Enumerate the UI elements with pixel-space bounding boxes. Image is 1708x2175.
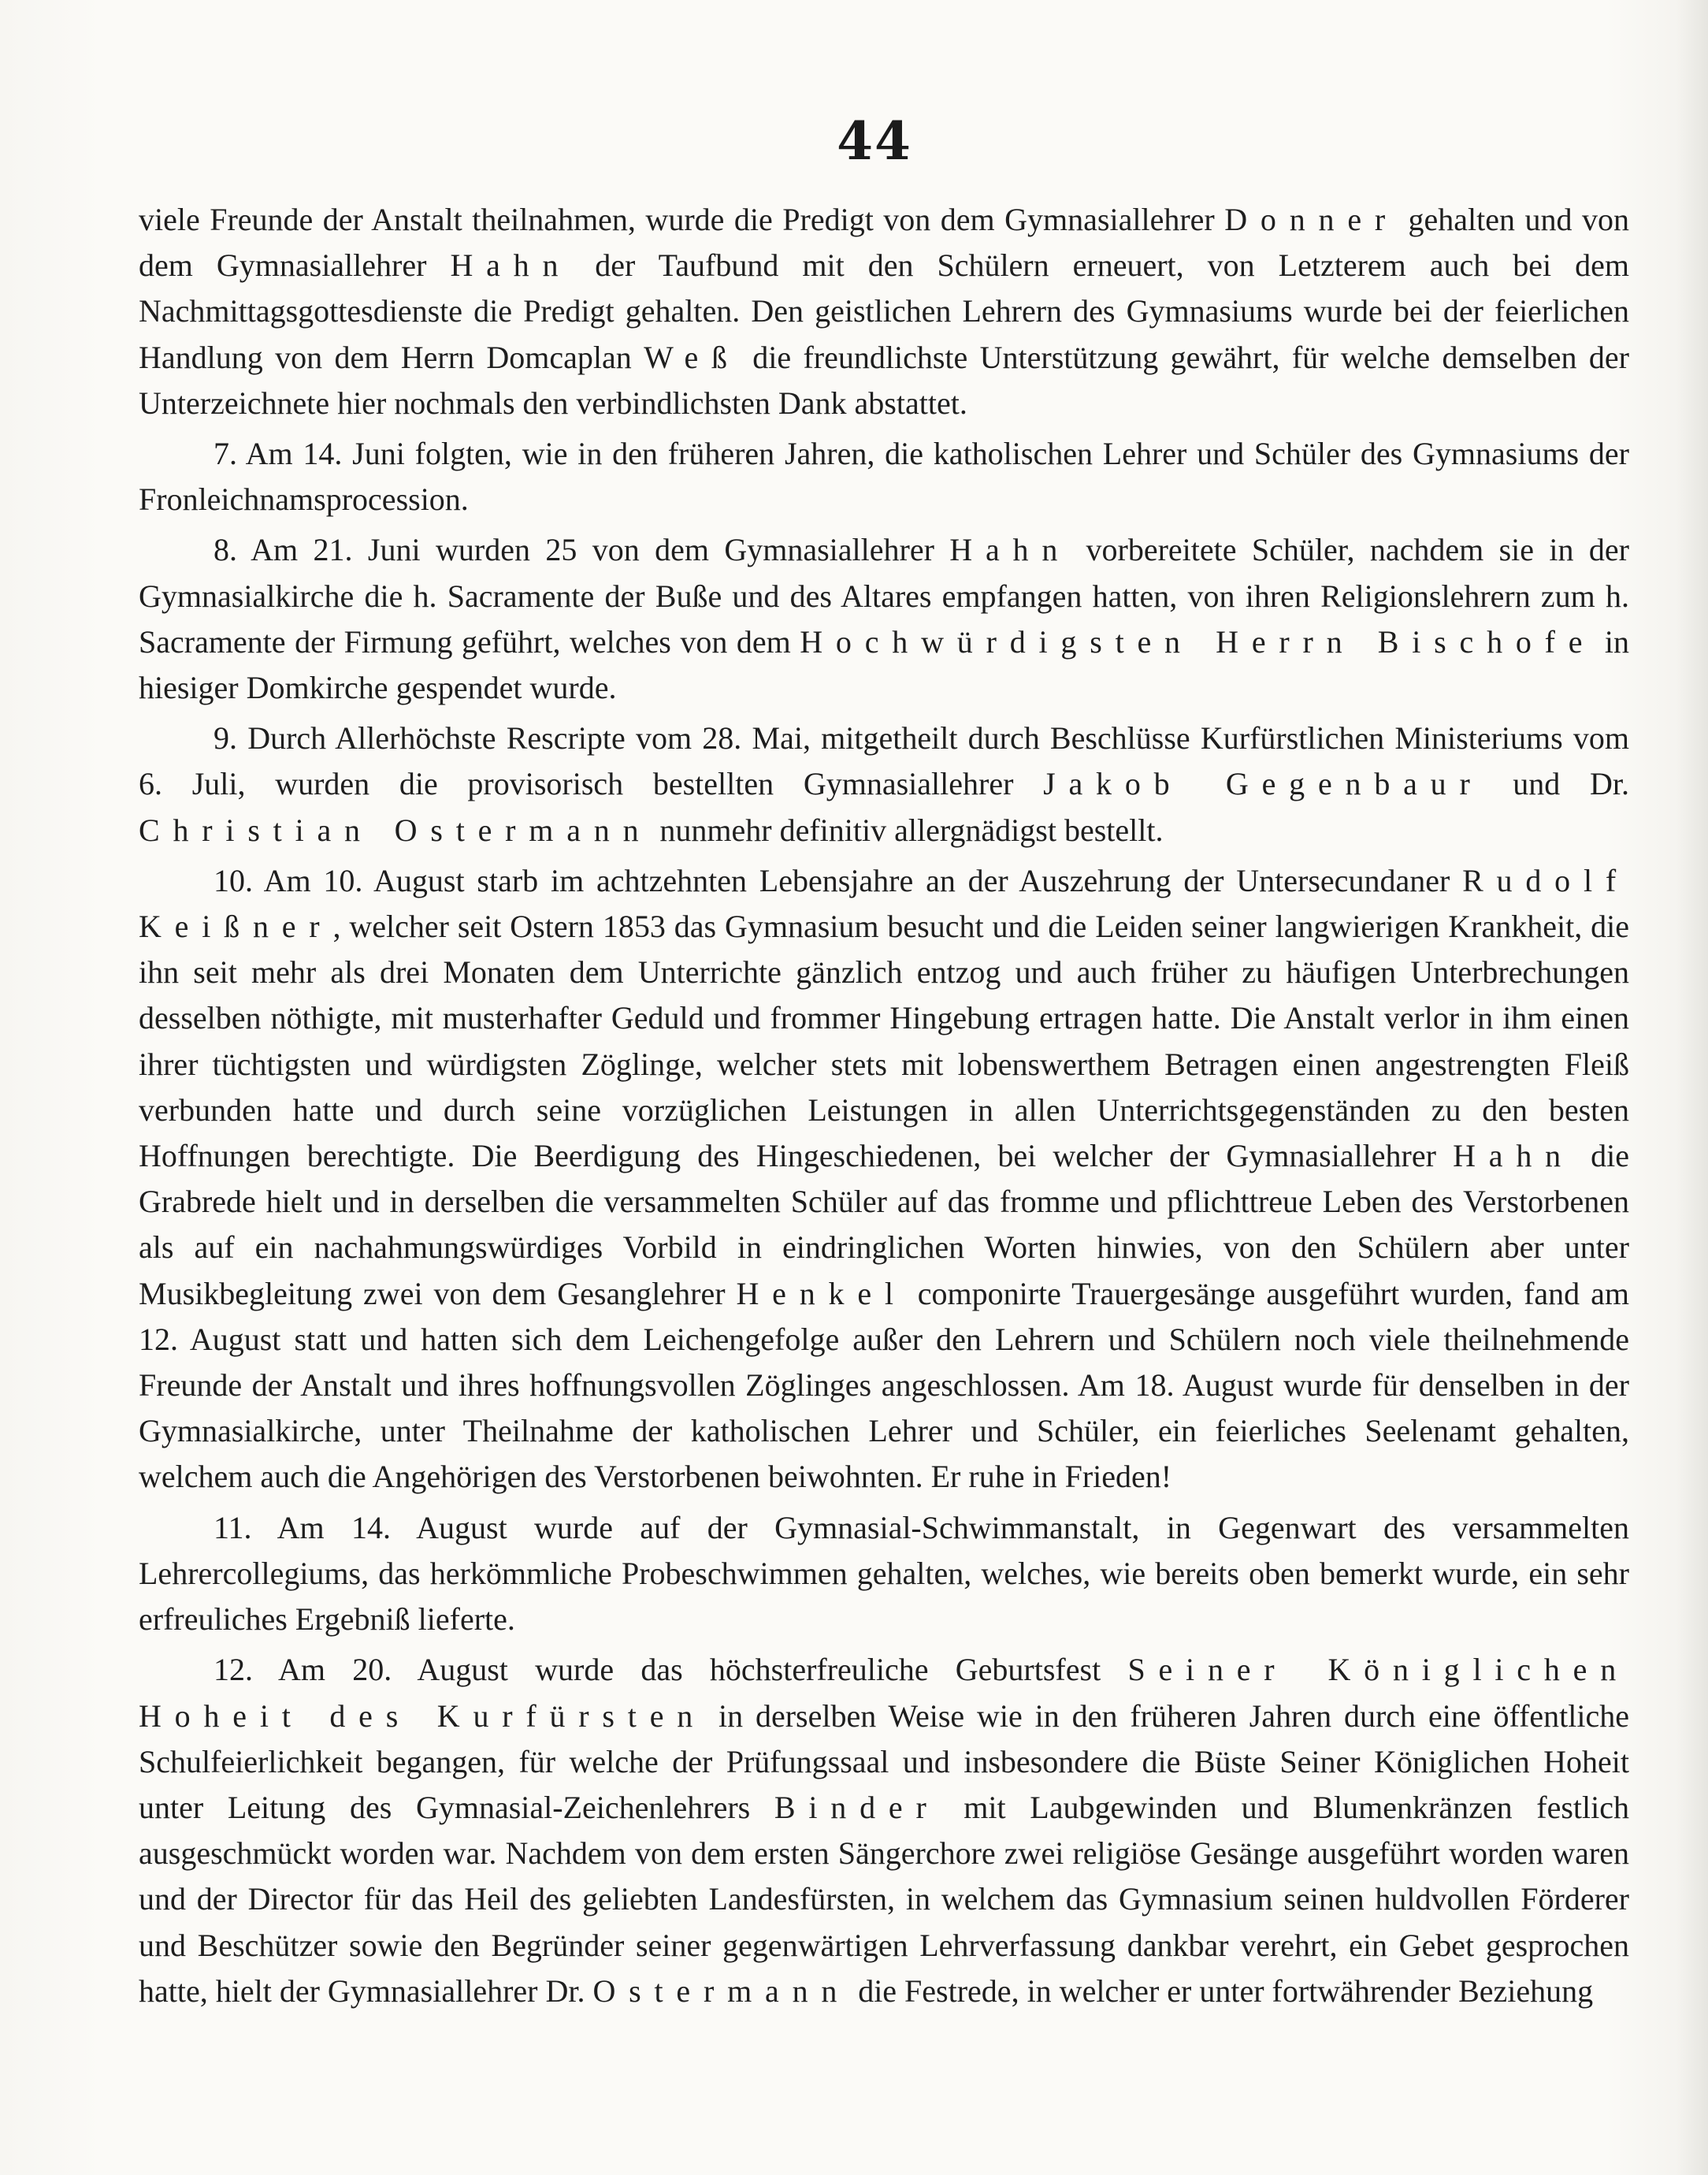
spaced-name: Hahn xyxy=(1453,1138,1574,1174)
paragraph-item-10 xyxy=(139,858,1629,1500)
text-segment: die Grabrede hielt und in derselben die versammelten Schüler auf das fromme und pflichttreue Leben des Verstorbenen als auf ein nachahmungswürdiges Vorbild in eindringlichen Worten hinwies, von den Schülern aber unter Musikbegleitung zwei von dem Gesanglehrer xyxy=(139,1138,1630,1311)
text-segment: in hiesiger Domkirche gespendet wurde. xyxy=(139,623,1629,706)
text-segment: 9. Durch Allerhöchste Rescripte vom 28. Mai, mitgetheilt durch Beschlüsse Kurfürstlichen Ministeriums vom 6. Juli, wurden die provisorisch bestellten Gymnasiallehrer xyxy=(139,720,1629,802)
spaced-name: Jakob Gegenbaur xyxy=(1043,766,1483,802)
paragraph-item-12 xyxy=(139,1647,1629,2014)
spaced-name: Hochwürdigsten Herrn Bischofe xyxy=(800,623,1596,660)
body-text xyxy=(139,197,1629,2014)
paragraph-item-11 xyxy=(139,1505,1629,1643)
spaced-name: Hahn xyxy=(949,532,1071,568)
spaced-name: Christian Ostermann xyxy=(139,812,652,848)
spaced-name: Binder xyxy=(774,1789,940,1825)
text-segment: und Dr. xyxy=(1483,766,1630,802)
text-segment: 11. Am 14. August wurde auf der Gymnasial-Schwimmanstalt, in Gegenwart des versammelten Lehrercollegiums, das herkömmliche Probeschwimmen gehalten, welches, wie bereits oben bemerkt wurde, ein sehr erfreuliches Ergebniß lieferte. xyxy=(139,1509,1629,1638)
page-edge-shadow xyxy=(1676,0,1708,2175)
text-segment: componirte Trauergesänge ausgeführt wurden, fand am 12. August statt und hatten sich dem Leichengefolge außer den Lehrern und Schülern noch viele theilnehmende Freunde der Anstalt und ihres hoffnungsvollen Zöglinges angeschlossen. Am 18. August wurde für denselben in der Gymnasialkirche, unter Theilnahme der katholischen Lehrer und Schüler, ein feierliches Seelenamt gehalten, welchem auch die Angehörigen des Verstorbenen beiwohnten. Er ruhe in Frieden! xyxy=(139,1275,1629,1495)
spaced-name: Seiner Königlichen Hoheit des Kurfürsten xyxy=(139,1652,1630,1734)
spaced-name: Ostermann xyxy=(592,1972,851,2009)
spaced-name: Rudolf Keißner xyxy=(139,862,1629,945)
spaced-name: Henkel xyxy=(736,1275,907,1311)
text-segment: viele Freunde der Anstalt theilnahmen, wurde die Predigt von dem Gymnasiallehrer xyxy=(139,202,1225,237)
text-segment: 10. Am 10. August starb im achtzehnten Lebensjahre an der Auszehrung der Untersecundaner xyxy=(214,862,1463,898)
text-segment: 7. Am 14. Juni folgten, wie in den früheren Jahren, die katholischen Lehrer und Schüler des Gymnasiums der Fronleichnamsprocession. xyxy=(139,436,1629,518)
paragraph-item-9 xyxy=(139,716,1629,853)
spaced-name: Hahn xyxy=(450,247,572,284)
paragraph-item-8 xyxy=(139,527,1629,711)
text-segment: in derselben Weise wie in den früheren Jahren durch eine öffentliche Schulfeierlichkeit begangen, für welche der Prüfungssaal und insbesondere die Büste Seiner Königlichen Hoheit unter Leitung des Gymnasial-Zeichenlehrers xyxy=(139,1697,1629,1825)
text-segment: 8. Am 21. Juni wurden 25 von dem Gymnasiallehrer xyxy=(214,532,950,568)
text-segment: nunmehr definitiv allergnädigst bestellt. xyxy=(652,812,1164,848)
spaced-name: Donner xyxy=(1224,202,1398,237)
page-number: 44 xyxy=(837,110,912,172)
text-segment: vorbereitete Schüler, nachdem sie in der Gymnasialkirche die h. Sacramente der Buße und des Altares empfangen hatten, von ihren Religionslehrern zum h. Sacramente der Firmung geführt, welches von dem xyxy=(139,532,1630,660)
spaced-name: Weß xyxy=(644,339,741,375)
text-segment: die Festrede, in welcher er unter fortwährender Beziehung xyxy=(850,1972,1594,2009)
text-segment: mit Laubgewinden und Blumenkränzen festlich ausgeschmückt worden war. Nachdem von dem ersten Sängerchore zwei religiöse Gesänge ausgeführt worden waren und der Director für das Heil des geliebten Landesfürsten, in welchem das Gymnasium seinen huldvollen Förderer und Beschützer sowie den Begründer seiner gegenwärtigen Lehrverfassung dankbar verehrt, ein Gebet gesprochen hatte, hielt der Gymnasiallehrer Dr. xyxy=(139,1789,1629,2009)
text-segment: , welcher seit Ostern 1853 das Gymnasium besucht und die Leiden seiner langwierigen Krankheit, die ihn seit mehr als drei Monaten dem Unterrichte gänzlich entzog und auch früher zu häufigen Unterbrechungen desselben nöthigte, mit musterhafter Geduld und frommer Hingebung ertragen hatte. Die Anstalt verlor in ihm einen ihrer tüchtigsten und würdigsten Zöglinge, welcher stets mit lobenswerthem Betragen einen angestrengten Fleiß verbunden hatte und durch seine vorzüglichen Leistungen in allen Unterrichtsgegenständen zu den besten Hoffnungen berechtigte. Die Beerdigung des Hingeschiedenen, bei welcher der Gymnasiallehrer xyxy=(139,909,1629,1174)
paragraph-continuation xyxy=(139,197,1629,426)
text-segment: die freundlichste Unterstützung gewährt, für welche demselben der Unterzeichnete hier nochmals den verbindlichsten Dank abstattet. xyxy=(139,339,1629,421)
paragraph-item-7 xyxy=(139,431,1629,522)
text-segment: 12. Am 20. August wurde das höchsterfreuliche Geburtsfest xyxy=(214,1652,1128,1688)
text-segment: gehalten und von dem Gymnasiallehrer xyxy=(139,202,1629,284)
text-segment: der Taufbund mit den Schülern erneuert, von Letzterem auch bei dem Nachmittagsgottesdienste die Predigt gehalten. Den geistlichen Lehrern des Gymnasiums wurde bei der feierlichen Handlung von dem Herrn Domcaplan xyxy=(139,247,1629,375)
